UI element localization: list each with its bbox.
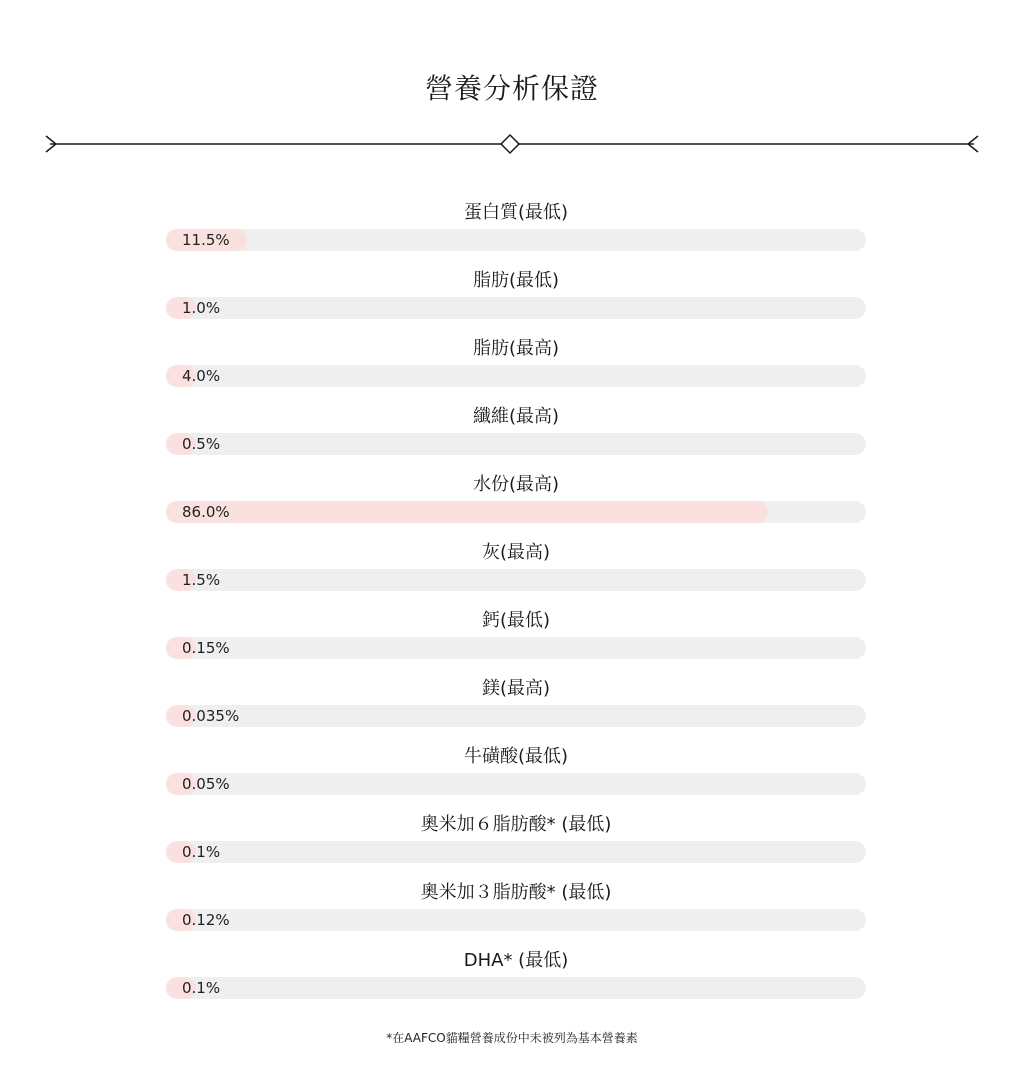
bar-track	[166, 569, 866, 591]
nutrient-row	[166, 200, 866, 268]
nutrient-label: 脂肪(最高)	[472, 338, 560, 359]
bar-track	[166, 841, 866, 863]
nutrient-label: 水份(最高)	[472, 474, 560, 495]
bar-value-label: 1.5%	[182, 571, 221, 589]
divider-diamond-icon	[501, 135, 519, 153]
nutrient-row	[166, 744, 866, 812]
nutrient-label: 纖維(最高)	[472, 406, 560, 427]
bar-value-label: 4.0%	[182, 367, 221, 385]
ornamental-divider	[40, 130, 984, 158]
bar-value-label: 1.0%	[182, 299, 221, 317]
footnote: *在AAFCO貓糧營養成份中未被列為基本營養素	[386, 1031, 638, 1045]
nutrient-row	[166, 404, 866, 472]
bar-track	[166, 637, 866, 659]
bar-value-label: 0.1%	[182, 979, 221, 997]
bar-value-label: 86.0%	[182, 503, 230, 521]
bar-value-label: 0.035%	[182, 707, 240, 725]
nutrient-label: 鎂(最高)	[481, 678, 551, 699]
nutrient-label: DHA* (最低)	[463, 950, 569, 971]
nutrient-row	[166, 472, 866, 540]
nutrient-label: 牛磺酸(最低)	[463, 746, 569, 767]
bar-value-label: 0.15%	[182, 639, 230, 657]
nutrient-row	[166, 336, 866, 404]
bar-track	[166, 297, 866, 319]
page-title: 營養分析保證	[424, 72, 599, 105]
nutrient-row	[166, 676, 866, 744]
nutrient-row	[166, 268, 866, 336]
nutrient-label: 奧米加３脂肪酸* (最低)	[420, 882, 612, 903]
nutrient-bar-chart	[166, 200, 866, 1016]
bar-value-label: 0.12%	[182, 911, 230, 929]
bar-track	[166, 229, 866, 251]
bar-fill	[166, 501, 768, 523]
nutrient-row	[166, 812, 866, 880]
nutrient-label: 灰(最高)	[481, 542, 551, 563]
nutrient-row	[166, 880, 866, 948]
nutrient-row	[166, 948, 866, 1016]
bar-track	[166, 433, 866, 455]
bar-value-label: 0.05%	[182, 775, 230, 793]
nutrient-label: 脂肪(最低)	[472, 270, 560, 291]
bar-track	[166, 773, 866, 795]
bar-track	[166, 909, 866, 931]
nutrient-label: 奧米加６脂肪酸* (最低)	[420, 814, 612, 835]
bar-value-label: 0.5%	[182, 435, 221, 453]
bar-value-label: 11.5%	[182, 231, 230, 249]
bar-value-label: 0.1%	[182, 843, 221, 861]
nutrient-row	[166, 540, 866, 608]
nutrient-label: 鈣(最低)	[481, 610, 551, 631]
bar-track	[166, 705, 866, 727]
nutrient-row	[166, 608, 866, 676]
bar-track	[166, 977, 866, 999]
bar-track	[166, 365, 866, 387]
nutrient-label: 蛋白質(最低)	[463, 202, 569, 223]
bar-track	[166, 501, 866, 523]
